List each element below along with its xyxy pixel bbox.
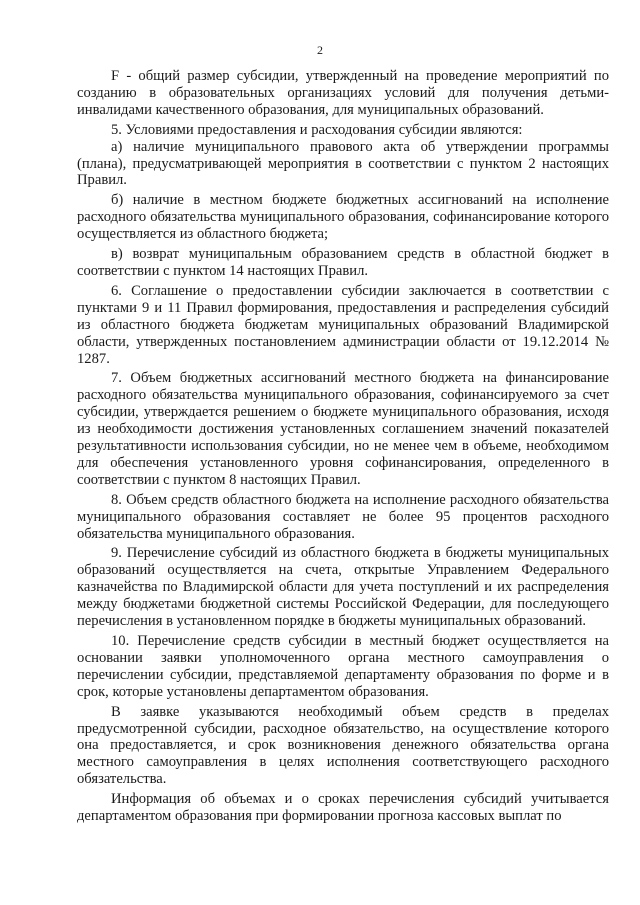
paragraph-item-7: 7. Объем бюджетных ассигнований местного бюджета на финансирование расходного обязательства муниципального образования, софинансируемого за счет субсидии, утверждается решением о бюджете муниципального образования, исходя из необходимости достижения установленных соглашением значений показателей результативности использования субсидии, но не менее чем в объеме, необходимом для обеспечения установленного уровня софинансирования, определенного в соответствии с пунктом 8 настоящих Правил. xyxy=(77,370,609,488)
paragraph-item-5: 5. Условиями предоставления и расходования субсидии являются: xyxy=(111,121,523,138)
paragraph-item-8: 8. Объем средств областного бюджета на исполнение расходного обязательства муниципального образования составляет не более 95 процентов расходного обязательства муниципального образования. xyxy=(77,491,609,542)
document-body xyxy=(77,68,609,828)
paragraph-item-5a: а) наличие муниципального правового акта об утверждении программы (плана), предусматривающей мероприятия в соответствии с пунктом 2 настоящих Правил. xyxy=(77,138,609,189)
paragraph-item-10: 10. Перечисление средств субсидии в местный бюджет осуществляется на основании заявки уполномоченного органа местного самоуправления о перечислении субсидии, представляемой департаменту образования по форме и в срок, которые установлены департаментом образования. xyxy=(77,633,609,700)
paragraph-subsidy-definition: F - общий размер субсидии, утвержденный на проведение мероприятий по созданию в образовательных организациях условий для получения детьми-инвалидами качественного образования, для муниципальных образований. xyxy=(77,68,609,118)
paragraph-item-5b: б) наличие в местном бюджете бюджетных ассигнований на исполнение расходного обязательства муниципального образования, софинансирование которого осуществляется из областного бюджета; xyxy=(77,192,609,243)
paragraph-application: В заявке указываются необходимый объем средств в пределах предусмотренной субсидии, расходное обязательство, на осуществление которого она предоставляется, и срок возникновения денежного обязательства органа местного самоуправления в целях исполнения соответствующего расходного обязательства. xyxy=(77,703,609,788)
paragraph-item-9: 9. Перечисление субсидий из областного бюджета в бюджеты муниципальных образований осуществляется на счета, открытые Управлением Федерального казначейства по Владимирской области для учета поступлений и их распределения между бюджетами бюджетной системы Российской Федерации, для последующего перечисления в установленном порядке в бюджеты муниципальных образований. xyxy=(77,545,609,630)
paragraph-item-6: 6. Соглашение о предоставлении субсидии заключается в соответствии с пунктами 9 и 11 Правил формирования, предоставления и распределения субсидий из областного бюджета бюджетам муниципальных образований Владимирской области, утвержденных постановлением администрации области от 19.12.2014 № 1287. xyxy=(77,282,609,367)
paragraph-item-5v: в) возврат муниципальным образованием средств в областной бюджет в соответствии с пунктом 14 настоящих Правил. xyxy=(77,246,609,279)
page-number: 2 xyxy=(317,43,323,57)
paragraph-information: Информация об объемах и о сроках перечисления субсидий учитывается департаментом образования при формировании прогноза кассовых выплат по xyxy=(77,791,609,825)
